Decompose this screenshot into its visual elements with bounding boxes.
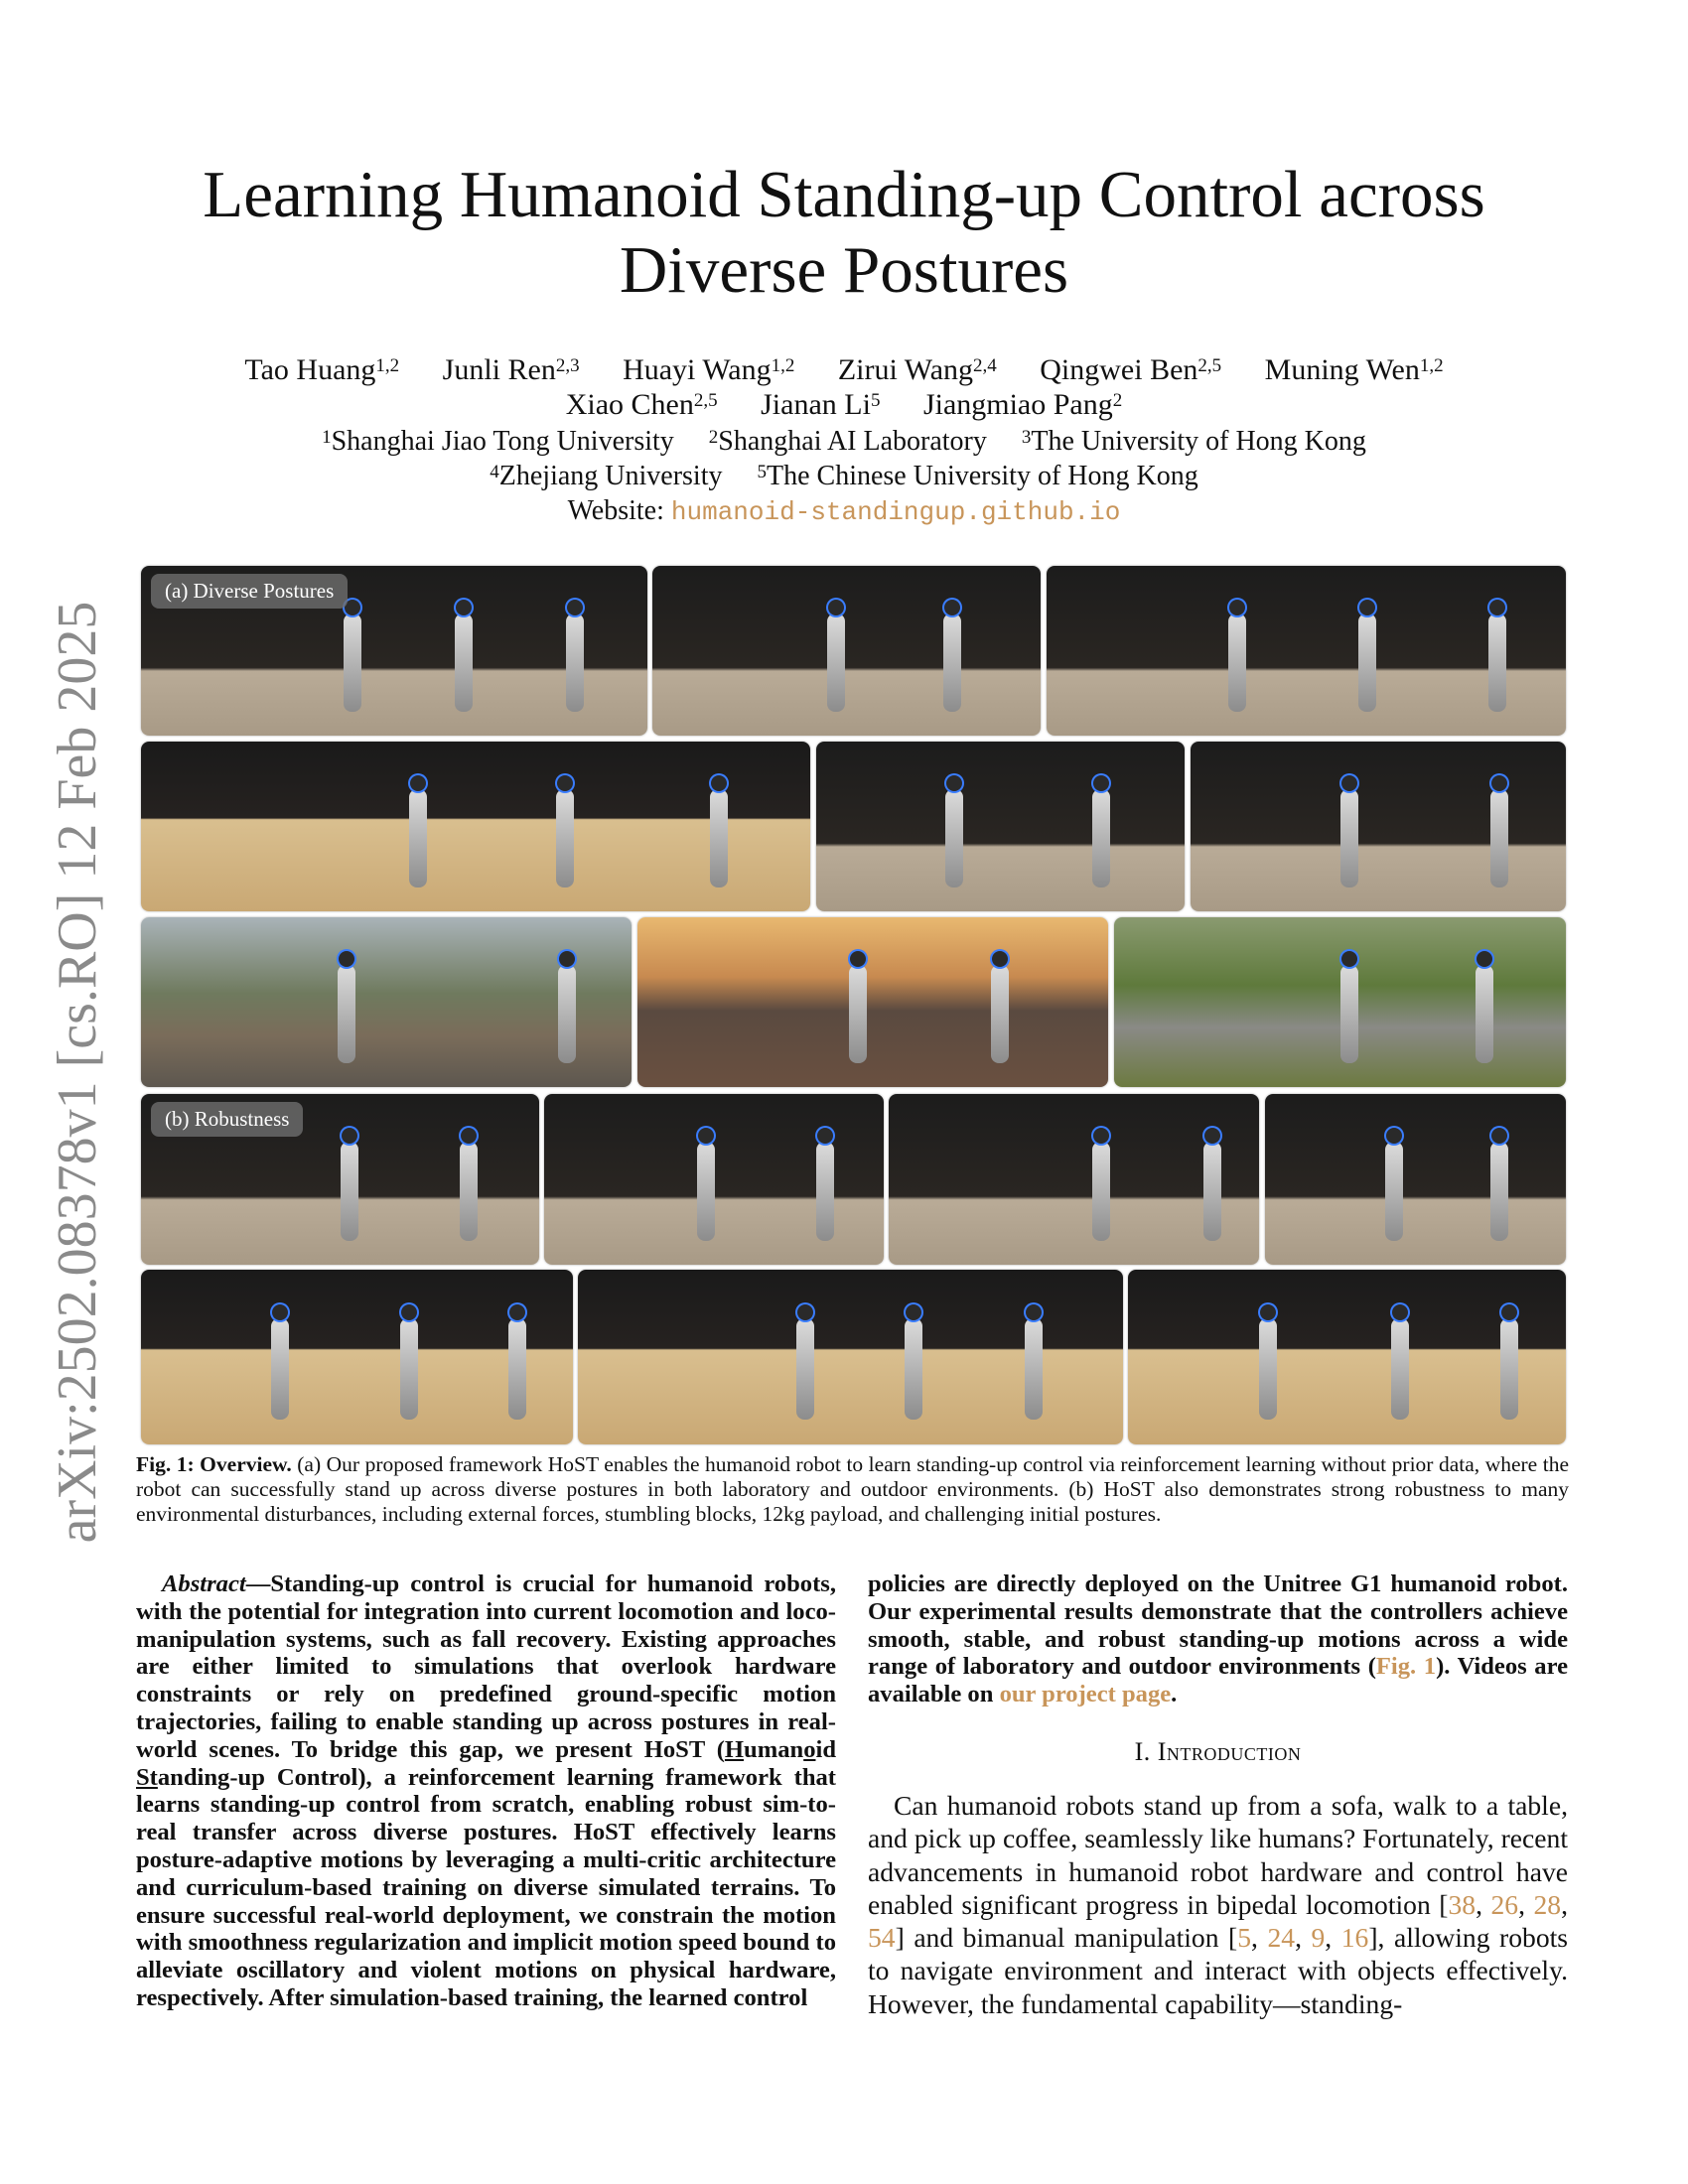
photo-panel (141, 1270, 573, 1444)
abstract-label: Abstract (162, 1570, 246, 1597)
section-heading: I. Introduction (1134, 1737, 1302, 1766)
author: Tao Huang$^{1,2}$ (244, 353, 400, 386)
citation-link[interactable]: 38 (1448, 1888, 1477, 1920)
photo-panel (141, 1094, 539, 1265)
figure-link[interactable]: Fig. 1 (1375, 1653, 1437, 1681)
citation-link[interactable]: 24 (1267, 1922, 1296, 1954)
citation-link[interactable]: 9 (1311, 1922, 1326, 1954)
citation-link[interactable]: 26 (1490, 1888, 1519, 1920)
author: Junli Ren$^{2,3}$ (442, 353, 580, 386)
affiliation: $^3$The University of Hong Kong (1021, 426, 1366, 457)
photo-panel (578, 1270, 1123, 1444)
photo-panel (544, 1094, 884, 1265)
author: Jianan Li$^5$ (761, 388, 881, 421)
figure-caption (136, 1452, 1569, 1526)
photo-panel (141, 566, 647, 736)
caption-text: (a) Our proposed framework HoST enables the humanoid robot to learn standing-up control via reinforcement learning without prior data, where the robot can successfully stand up across diverse postures in both laboratory and outdoor environments. (b) HoST also demonstrates strong robustness to many environmental disturbances, including external forces, stumbling blocks, 12kg payload, and challenging initial postures. (136, 1452, 1569, 1526)
citation-link[interactable]: 28 (1533, 1888, 1562, 1920)
author: Jiangmiao Pang$^2$ (922, 388, 1123, 421)
paper-title (99, 157, 1589, 308)
affiliations (99, 424, 1589, 530)
photo-panel (1047, 566, 1566, 736)
website: Website: humanoid-standingup.github.io (567, 495, 1121, 527)
website-link[interactable]: humanoid-standingup.github.io (670, 497, 1121, 527)
photo-panel (652, 566, 1041, 736)
citation-link[interactable]: 54 (868, 1922, 896, 1954)
abstract: Abstract—Standing-up control is crucial for humanoid robots, with the potential for integration into current locomotion and loco-manipulation systems, such as fall recovery. Existing approaches are either limited to simulations that overlook hardware constraints or rely on predefined ground-specific motion trajectories, failing to enable standing up across postures in real-world scenes. To bridge this gap, we present HoST (Humanoid Standing-up Control), a reinforcement learning framework that learns standing-up control from scratch, enabling robust sim-to-real transfer across diverse postures. HoST effectively learns posture-adaptive motions by leveraging a multi-critic architecture and curriculum-based training on diverse simulated terrains. To ensure successful real-world deployment, we constrain the motion with smoothness regularization and implicit motion speed bound to alleviate oscillatory and violent motions on physical hardware, respectively. After simulation-based training, the learned control (136, 1570, 836, 2011)
photo-panel (141, 917, 632, 1087)
project-page-link[interactable]: our project page (999, 1681, 1172, 1708)
author: Huayi Wang$^{1,2}$ (623, 353, 795, 386)
arxiv-stamp: arXiv:2502.08378v1 [cs.RO] 12 Feb 2025 (47, 601, 108, 1544)
author: Muning Wen$^{1,2}$ (1264, 353, 1444, 386)
photo-panel (1265, 1094, 1566, 1265)
author: Qingwei Ben$^{2,5}$ (1040, 353, 1222, 386)
citation-link[interactable]: 5 (1237, 1922, 1252, 1954)
photo-panel (889, 1094, 1259, 1265)
affiliation: $^2$Shanghai AI Laboratory (708, 426, 987, 457)
photo-panel (1191, 742, 1566, 911)
citation-link[interactable]: 16 (1340, 1922, 1369, 1954)
photo-panel (637, 917, 1108, 1087)
photo-panel (816, 742, 1185, 911)
author: Xiao Chen$^{2,5}$ (565, 388, 718, 421)
intro-paragraph: Can humanoid robots stand up from a sofa, walk to a table, and pick up coffee, seamlessly like humans? Fortunately, recent advancements in humanoid robot hardware and control have enabled significant progress in bipedal locomotion [38, 26, 28, 54] and bimanual manipulation [5, 24, 9, 16], allowing robots to navigate environment and interact with objects effectively. However, the fundamental capability—standing- (868, 1790, 1569, 2019)
title-line-1: Learning Humanoid Standing-up Control across (203, 158, 1485, 231)
title-line-2: Diverse Postures (619, 233, 1069, 307)
affiliation: $^4$Zhejiang University (490, 461, 723, 491)
affiliation: $^5$The Chinese University of Hong Kong (757, 461, 1198, 491)
photo-panel (1128, 1270, 1566, 1444)
photo-panel (141, 742, 810, 911)
figure-label-b: (b) Robustness (151, 1102, 303, 1137)
caption-lead: Fig. 1: Overview. (136, 1452, 292, 1476)
figure-label-a: (a) Diverse Postures (151, 574, 348, 609)
affiliation: $^1$Shanghai Jiao Tong University (322, 426, 674, 457)
author: Zirui Wang$^{2,4}$ (837, 353, 997, 386)
author-list (99, 352, 1589, 422)
photo-panel (1114, 917, 1566, 1087)
abstract-continued: policies are directly deployed on the Unitree G1 humanoid robot. Our experimental results demonstrate that the controllers achieve smooth, stable, and robust standing-up motions across a wide range of laboratory and outdoor environments (Fig. 1). Videos are available on our project page. (868, 1570, 1568, 1708)
